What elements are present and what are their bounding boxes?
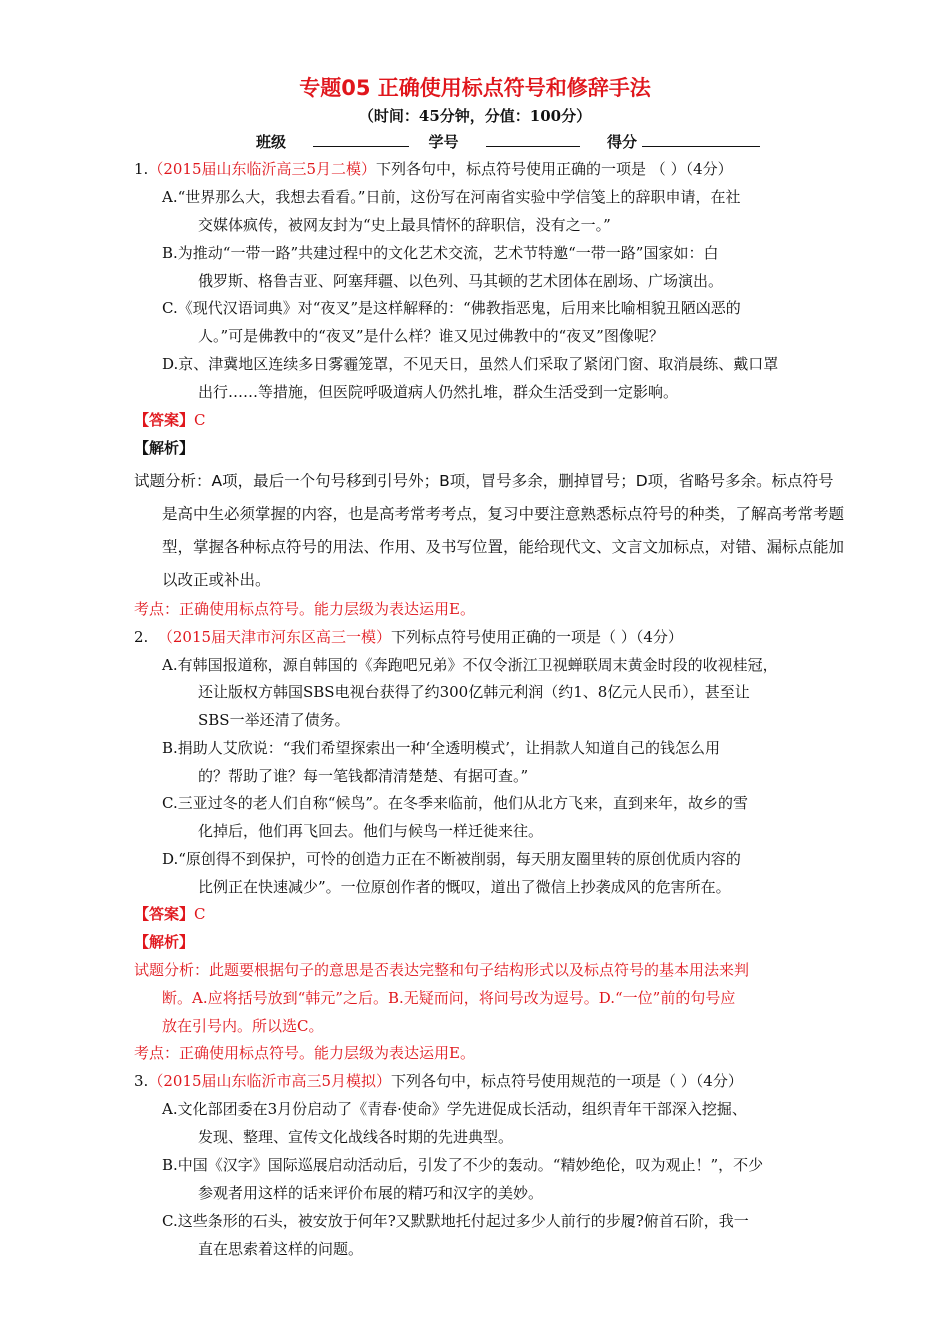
analysis-line-2: 是高中生必须掌握的内容，也是高考常考考点，复习中要注意熟悉标点符号的种类，了解高考常考题 — [162, 505, 845, 523]
question-text: 下列各句中，标点符号使用规范的一项是（ ）（4分） — [391, 1072, 743, 1090]
option-c-line-2: 直在思索着这样的问题。 — [198, 1240, 364, 1258]
option-c-line-2: 化掉后，他们再飞回去。他们与候鸟一样迁徙来往。 — [198, 822, 544, 840]
question-2-stem — [134, 626, 683, 648]
option-a-line-3: SBS一举还清了债务。 — [198, 711, 350, 729]
analysis-line-3: 放在引号内。所以选C。 — [162, 1017, 324, 1035]
option-b-line-2: 俄罗斯、格鲁吉亚、阿塞拜疆、以色列、马其顿的艺术团体在剧场、广场演出。 — [198, 272, 724, 290]
option-c-line-1: C.《现代汉语词典》对“夜叉”是这样解释的：“佛教指恶鬼，后用来比喻相貌丑陋凶恶的 — [162, 299, 741, 317]
score-label: 得分 — [606, 133, 637, 151]
question-3-stem — [134, 1070, 743, 1092]
question-text: 下列各句中，标点符号使用正确的一项是 （ ）（4分） — [376, 160, 733, 178]
option-a-line-1: A.“世界那么大，我想去看看。”日前，这份写在河南省实验中学信笺上的辞职申请，在社 — [162, 188, 741, 206]
analysis-line-4: 以改正或补出。 — [162, 571, 271, 589]
analysis-line-1: 试题分析：A项，最后一个句号移到引号外；B项，冒号多余，删掉冒号；D项，省略号多余。标点符号 — [134, 472, 834, 490]
analysis-heading: 【解析】 — [134, 439, 195, 457]
question-number: 3. — [134, 1072, 149, 1090]
score-blank[interactable] — [642, 131, 760, 147]
option-a-line-1: A.文化部团委在3月份启动了《青春·使命》学先进促成长活动，组织青年干部深入挖掘、 — [162, 1100, 747, 1118]
class-label: 班级 — [256, 133, 287, 151]
option-c-line-1: C.三亚过冬的老人们自称“候鸟”。在冬季来临前，他们从北方飞来，直到来年，故乡的雪 — [162, 794, 749, 812]
answer-value: C — [194, 905, 206, 923]
analysis-line-3: 型，掌握各种标点符号的用法、作用、及书写位置，能给现代文、文言文加标点，对错、漏标点能加 — [162, 538, 845, 556]
option-d-line-1: D.京、津冀地区连续多日雾霾笼罩，不见天日，虽然人们采取了紧闭门窗、取消晨练、戴口罩 — [162, 355, 779, 373]
answer-line — [134, 409, 206, 431]
question-source: （2015届天津市河东区高三一模） — [157, 628, 392, 646]
knowledge-point: 考点：正确使用标点符号。能力层级为表达运用E。 — [134, 600, 475, 618]
question-1-stem — [134, 158, 733, 180]
answer-value: C — [194, 411, 206, 429]
option-a-line-2: 发现、整理、宣传文化战线各时期的先进典型。 — [198, 1128, 514, 1146]
option-b-line-1: B.为推动“一带一路”共建过程中的文化艺术交流，艺术节特邀“一带一路”国家如：白 — [162, 244, 719, 262]
analysis-heading: 【解析】 — [134, 933, 195, 951]
option-b-line-1: B.中国《汉字》国际巡展启动活动后，引发了不少的轰动。“精妙绝伦，叹为观止！”，不少 — [162, 1156, 764, 1174]
student-info-row — [256, 131, 760, 152]
analysis-line-1: 试题分析：此题要根据句子的意思是否表达完整和句子结构形式以及标点符号的基本用法来判 — [134, 961, 750, 979]
analysis-line-2: 断。A.应将括号放到“韩元”之后。B.无疑而问，将问号改为逗号。D.“一位”前的句号应 — [162, 989, 736, 1007]
class-blank[interactable] — [313, 131, 409, 147]
option-a-line-1: A.有韩国报道称，源自韩国的《奔跑吧兄弟》不仅令浙江卫视蝉联周末黄金时段的收视桂冠， — [162, 656, 778, 674]
number-blank[interactable] — [486, 131, 580, 147]
option-d-line-1: D.“原创得不到保护，可怜的创造力正在不断被削弱，每天朋友圈里转的原创优质内容的 — [162, 850, 741, 868]
page-title: 专题05 正确使用标点符号和修辞手法 — [299, 76, 651, 100]
question-number: 1. — [134, 160, 149, 178]
question-source: （2015届山东临沂市高三5月模拟） — [148, 1072, 392, 1090]
option-b-line-1: B.捐助人艾欣说：“我们希望探索出一种‘全透明模式’，让捐款人知道自己的钱怎么用 — [162, 739, 720, 757]
answer-tag: 【答案】 — [134, 905, 195, 923]
number-label: 学号 — [428, 133, 459, 151]
option-b-line-2: 参观者用这样的话来评价布展的精巧和汉字的美妙。 — [198, 1184, 544, 1202]
option-b-line-2: 的？帮助了谁？每一笔钱都清清楚楚、有据可查。” — [198, 767, 529, 785]
option-c-line-2: 人。”可是佛教中的“夜叉”是什么样？谁又见过佛教中的“夜叉”图像呢？ — [198, 327, 664, 345]
page-subtitle: （时间：45分钟，分值：100分） — [358, 107, 592, 125]
question-text: 下列标点符号使用正确的一项是（ ）（4分） — [391, 628, 683, 646]
option-a-line-2: 还让版权方韩国SBS电视台获得了约300亿韩元利润（约1、8亿元人民币），甚至让 — [198, 683, 750, 701]
question-number: 2. — [134, 628, 149, 646]
knowledge-point: 考点：正确使用标点符号。能力层级为表达运用E。 — [134, 1044, 475, 1062]
option-d-line-2: 比例正在快速减少”。一位原创作者的慨叹，道出了微信上抄袭成风的危害所在。 — [198, 878, 731, 896]
answer-tag: 【答案】 — [134, 411, 195, 429]
option-d-line-2: 出行……等措施，但医院呼吸道病人仍然扎堆，群众生活受到一定影响。 — [198, 383, 679, 401]
option-c-line-1: C.这些条形的石头，被安放于何年?又默默地托付起过多少人前行的步履?俯首石阶，我一 — [162, 1212, 749, 1230]
answer-line — [134, 903, 206, 925]
question-source: （2015届山东临沂高三5月二模） — [148, 160, 377, 178]
option-a-line-2: 交媒体疯传，被网友封为“史上最具情怀的辞职信，没有之一。” — [198, 216, 611, 234]
